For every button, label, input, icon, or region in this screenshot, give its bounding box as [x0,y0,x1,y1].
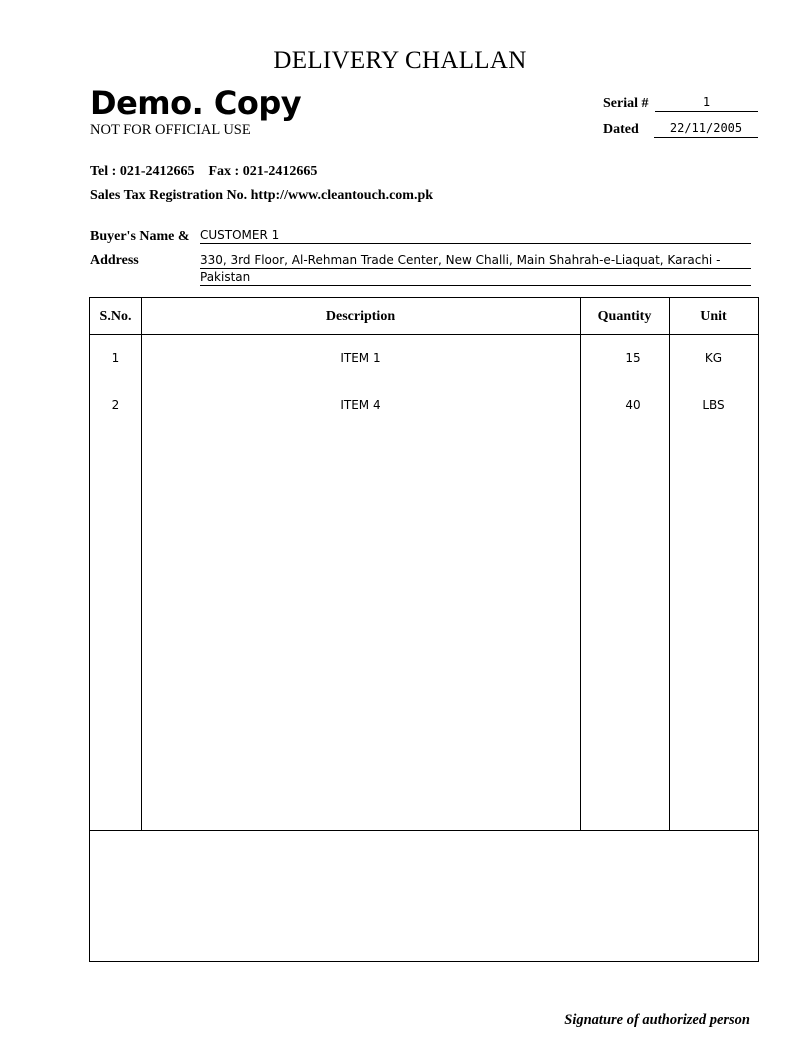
row-description: ITEM 4 [340,398,381,412]
not-official-note: NOT FOR OFFICIAL USE [90,122,251,138]
address-line-2: Pakistan [200,270,751,286]
sales-tax-registration: Sales Tax Registration No. http://www.cleantouch.com.pk [90,188,434,203]
dated-value: 22/11/2005 [654,121,758,138]
signature-label: Signature of authorized person [564,1012,750,1028]
remarks-box [89,830,759,962]
row-description: ITEM 1 [340,351,381,365]
document-title: DELIVERY CHALLAN [273,47,527,74]
items-table [89,297,759,831]
buyer-name-value: CUSTOMER 1 [200,228,751,244]
dated-label: Dated [603,122,639,137]
demo-copy-heading: Demo. Copy [90,84,302,122]
col-divider [580,298,581,830]
row-unit: LBS [702,398,725,412]
address-label: Address [90,253,139,268]
header-description: Description [325,309,396,324]
buyer-name-label: Buyer's Name & [90,229,190,244]
serial-value: 1 [655,95,758,112]
row-sno: 2 [111,398,120,412]
row-sno: 1 [111,351,120,365]
row-quantity: 40 [625,398,641,412]
header-sno: S.No. [99,309,132,324]
row-unit: KG [704,351,723,365]
row-quantity: 15 [625,351,641,365]
col-divider [669,298,670,830]
header-quantity: Quantity [597,309,652,324]
serial-label: Serial # [603,96,649,111]
address-line-1: 330, 3rd Floor, Al-Rehman Trade Center, New Challi, Main Shahrah-e-Liaquat, Karachi - [200,253,751,269]
contact-line: Tel : 021-2412665 Fax : 021-2412665 [90,164,318,179]
header-unit: Unit [700,309,727,324]
col-divider [141,298,142,830]
